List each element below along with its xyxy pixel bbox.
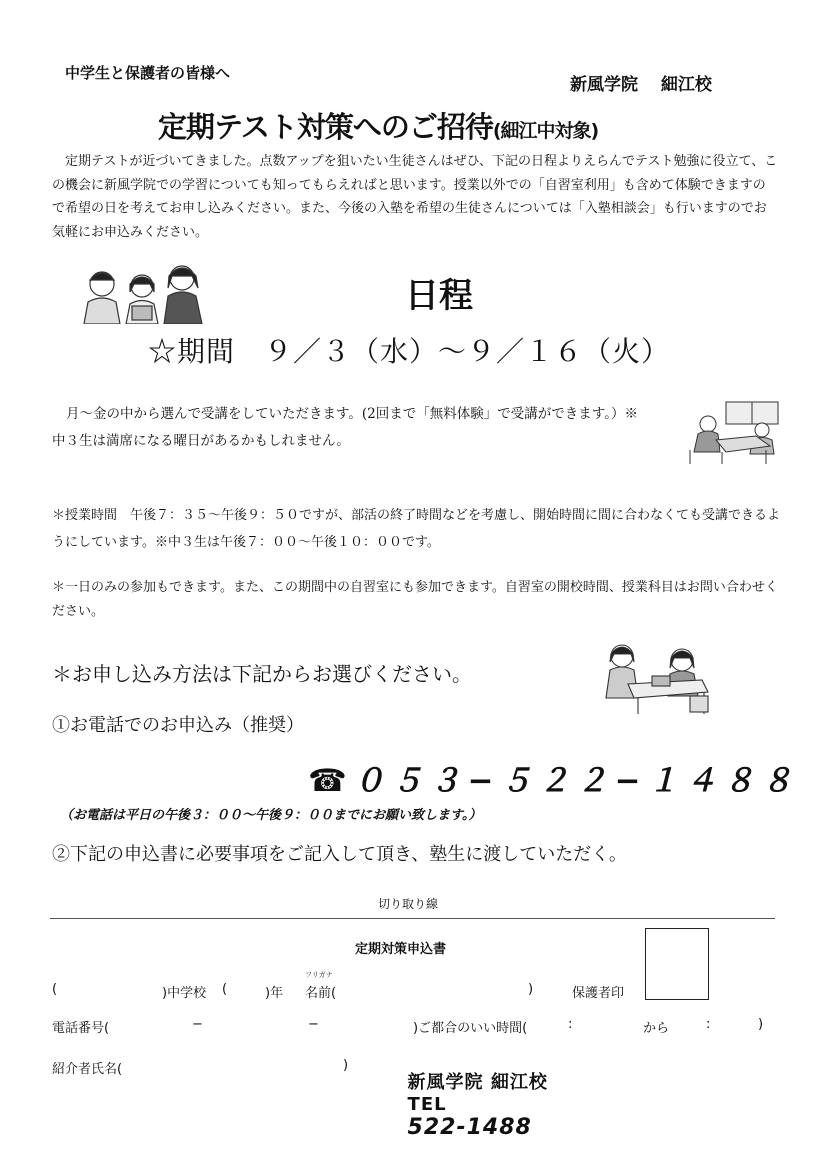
apply-heading: ＊お申し込み方法は下記からお選びください。: [52, 662, 472, 686]
school-field-label[interactable]: )中学校: [162, 986, 207, 1001]
footer-phone[interactable]: 522-1488: [407, 1115, 532, 1140]
name-field-close: ): [528, 982, 534, 997]
intro-paragraph: 定期テストが近づいてきました。点数アップを狙いたい生徒さんはぜひ、下記の日程よりえらんでテスト勉強に役立て、この機会に新風学院での学習についても知ってもらえればと思います。授業以外での「自習室利用」も含めて体験できますので希望の日を考えてお申し込みください。また、今後の入塾を希望の生徒さんについては「入塾相談会」も行いますのでお気軽にお申込みください。: [52, 154, 778, 240]
phone-number-block: [308, 755, 800, 800]
grade-field-open: (: [222, 982, 228, 997]
referrer-field-close: ): [343, 1058, 349, 1073]
phone-note: （お電話は平日の午後３：００〜午後９：００までにお願い致します。）: [60, 808, 482, 823]
time-from: から: [643, 1021, 670, 1036]
phone-field-label[interactable]: 電話番号(: [52, 1021, 110, 1036]
option-2-form: ②下記の申込書に必要事項をご記入して頂き、塾生に渡していただく。: [52, 844, 627, 865]
time-field-close: ): [758, 1017, 764, 1032]
referrer-field-label[interactable]: 紹介者氏名(: [52, 1062, 123, 1077]
cut-line: [50, 918, 775, 919]
time-colon-2: :: [706, 1017, 711, 1032]
phone-field-dash-1: −: [192, 1017, 203, 1032]
option-1-phone: ①お電話でのお申込み（推奨）: [52, 715, 304, 736]
title-main: 定期テスト対策へのご招待: [158, 110, 493, 144]
name-field-label[interactable]: 名前(: [305, 986, 337, 1001]
guardian-seal-label: 保護者印: [572, 986, 625, 1001]
phone-field-dash-2: −: [308, 1017, 319, 1032]
name-furigana: フリガナ: [305, 971, 333, 979]
cut-line-label: 切り取り線: [378, 897, 439, 911]
footer-contact: [393, 1047, 548, 1140]
title-sub: (細江中対象): [492, 120, 599, 142]
school-name: 新風学院 細江校: [570, 75, 712, 95]
details-paragraph-2: ＊授業時間 午後７：３５〜午後９：５０ですが、部活の終了時間などを考慮し、開始時間に間に合わなくても受講できるようにしています。※中３生は午後７：００〜午後１０：００です。: [52, 508, 781, 550]
details-paragraph-3: ＊一日のみの参加もできます。また、この期間中の自習室にも参加できます。自習室の開校時間、授業科目はお問い合わせください。: [52, 580, 778, 619]
phone-icon: ☎: [308, 763, 354, 799]
footer-tel-label: TEL: [407, 1094, 447, 1115]
guardian-seal-box[interactable]: [645, 928, 709, 1000]
schedule-heading: 日程: [405, 276, 473, 316]
school-field-open: (: [52, 982, 58, 997]
phone-number[interactable]: ０５３−５２２−１４８８: [353, 763, 800, 799]
greeting: 中学生と保護者の皆様へ: [65, 64, 231, 82]
form-title: 定期対策申込書: [355, 942, 447, 957]
time-colon-1: :: [568, 1017, 573, 1032]
page-title: [158, 105, 598, 146]
classroom-illustration: [686, 400, 781, 465]
time-field-label[interactable]: )ご都合のいい時間(: [413, 1021, 528, 1036]
kids-studying-illustration: [598, 640, 714, 716]
footer-school: 新風学院 細江校: [407, 1072, 548, 1093]
students-illustration: [80, 262, 210, 324]
grade-field-label[interactable]: )年: [265, 986, 284, 1001]
details-paragraph-1: 月〜金の中から選んで受講をしていただきます。(2回まで「無料体験」で受講ができます。）※中３生は満席になる曜日があるかもしれません。: [52, 406, 638, 449]
period-text: ☆期間 ９／３（水）〜９／１６（火）: [148, 335, 671, 368]
